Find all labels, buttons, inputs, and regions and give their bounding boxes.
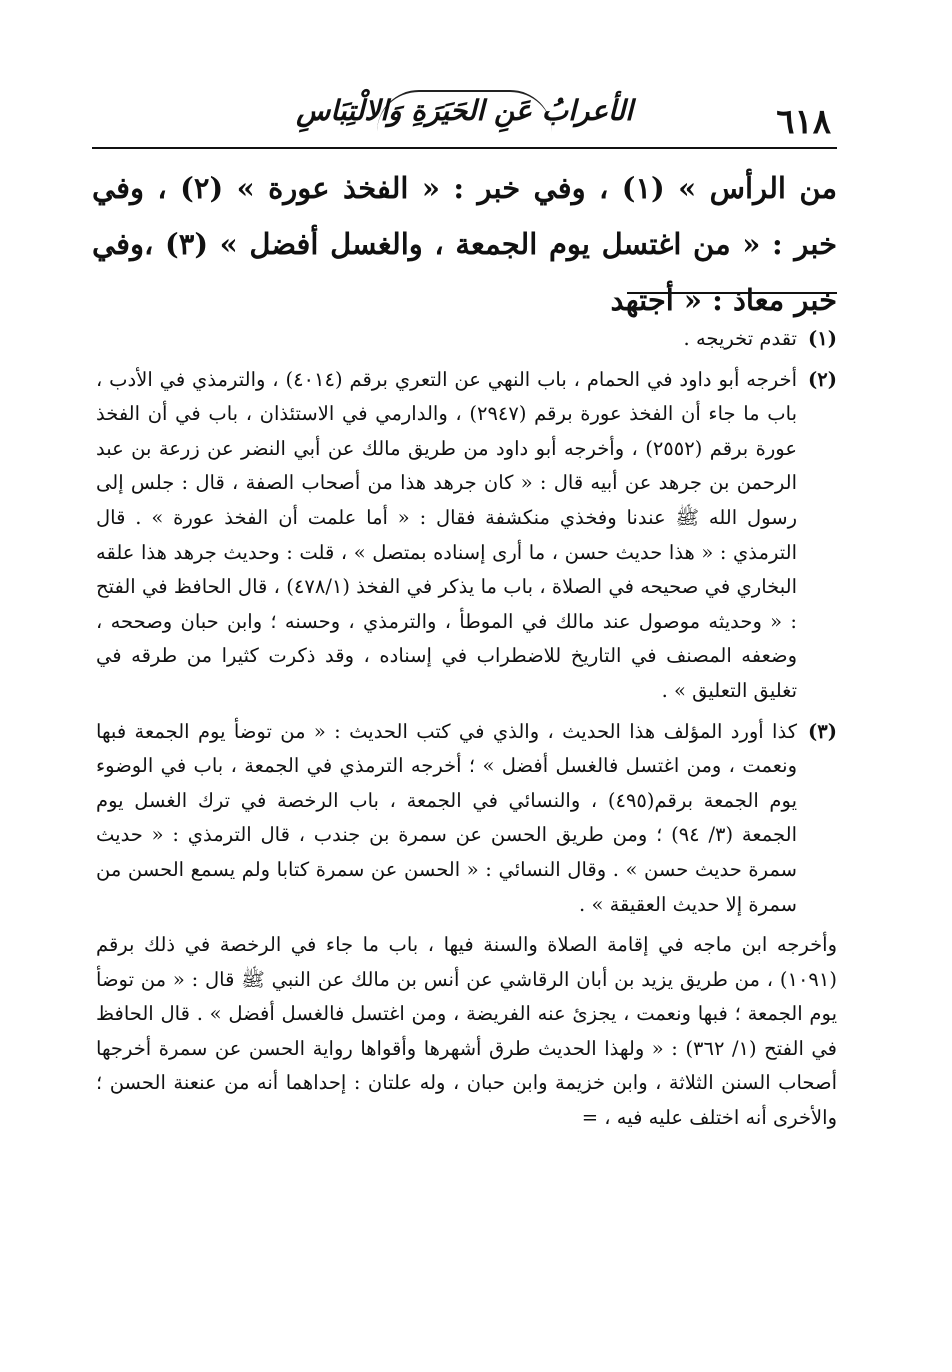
page-header <box>92 82 837 144</box>
footnote-text: أخرجه أبو داود في الحمام ، باب النهي عن التعري برقم (٤٠١٤) ، والترمذي في الأدب ، باب ما جاء أن الفخذ عورة برقم (٢٩٤٧) ، والدارمي في الاستئذان ، باب في أن الفخذ عورة برقم (٢٥٥٢) ، وأخرجه أبو داود من طريق مالك عن أبي النضر عن زرعة بن عبد الرحمن بن جرهد عن أبيه قال : « كان جرهد هذا من أصحاب الصفة ، قال : جلس إلى رسول الله ﷺ عندنا وفخذي منكشفة فقال : « أما علمت أن الفخذ عورة » . قال الترمذي : « هذا حديث حسن ، ما أرى إسناده بمتصل » ، قلت : وحديث جرهد هذا علقه البخاري في صحيحه في الصلاة ، باب ما يذكر في الفخذ (٤٧٨/١) ، قال الحافظ في الفتح : « وحديثه موصول عند مالك في الموطأ ، والترمذي ، وحسنه ؛ وابن حبان وصححه ، وضعفه المصنف في التاريخ للاضطراب في إسناده ، وقد ذكرت كثيرا من طرقه في تغليق التعليق » . <box>96 367 798 702</box>
footnote-number: (٢) <box>808 367 837 391</box>
footnote-2 <box>96 363 837 709</box>
footnotes <box>96 322 837 1136</box>
footnote-text: تقدم تخريجه . <box>683 327 797 350</box>
page-number: ٦١٨ <box>776 102 831 142</box>
footnote-text: كذا أورد المؤلف هذا الحديث ، والذي في كتب الحديث : « من توضأ يوم الجمعة فبها ونعمت ، ومن اغتسل فالغسل أفضل » ؛ أخرجه الترمذي في الجمعة ، باب في الوضوء يوم الجمعة برقم(٤٩٥) ، والنسائي في الجمعة ، باب الرخصة في ترك الغسل يوم الجمعة (٣/ ٩٤) ؛ ومن طريق الحسن عن سمرة بن جندب ، قال الترمذي : « حديث سمرة حديث حسن » . وقال النسائي : « الحسن عن سمرة كتابا ولم يسمع الحسن من سمرة إلا حديث العقيقة » . <box>96 719 797 916</box>
footnote-number: (١) <box>808 327 837 350</box>
main-body-text <box>92 160 837 328</box>
main-paragraph: من الرأس » (١) ، وفي خبر : « الفخذ عورة » (٢) ، وفي خبر : « من اغتسل يوم الجمعة ، والغسل أفضل » (٣) ،وفي خبر معاذ : « أجتهد <box>92 171 837 317</box>
footnote-1 <box>96 322 837 357</box>
book-title: الأعرابُ عَنِ الحَيَرَةِ وَالالْتِبَاسِ <box>296 94 633 127</box>
footnote-continuation: وأخرجه ابن ماجه في إقامة الصلاة والسنة فيها ، باب ما جاء في الرخصة في ذلك برقم (١٠٩١) ، من طريق يزيد بن أبان الرقاشي عن أنس بن مالك عن النبي ﷺ قال : « من توضأ يوم الجمعة ؛ فبها ونعمت ، يجزئ عنه الفريضة ، ومن اغتسل فالغسل أفضل » . قال الحافظ في الفتح (١/ ٣٦٢) : « ولهذا الحديث طرق أشهرها وأقواها رواية الحسن عن سمرة أخرجها أصحاب السنن الثلاثة ، وابن خزيمة وابن حبان ، وله علتان : إحداهما أنه من عنعنة الحسن ؛ والأخرى أنه اختلف عليه فيه ، = <box>96 933 837 1130</box>
footnote-number: (٣) <box>808 719 837 743</box>
footnote-separator <box>627 292 837 294</box>
header-divider <box>92 147 837 149</box>
footnote-3 <box>96 715 837 923</box>
